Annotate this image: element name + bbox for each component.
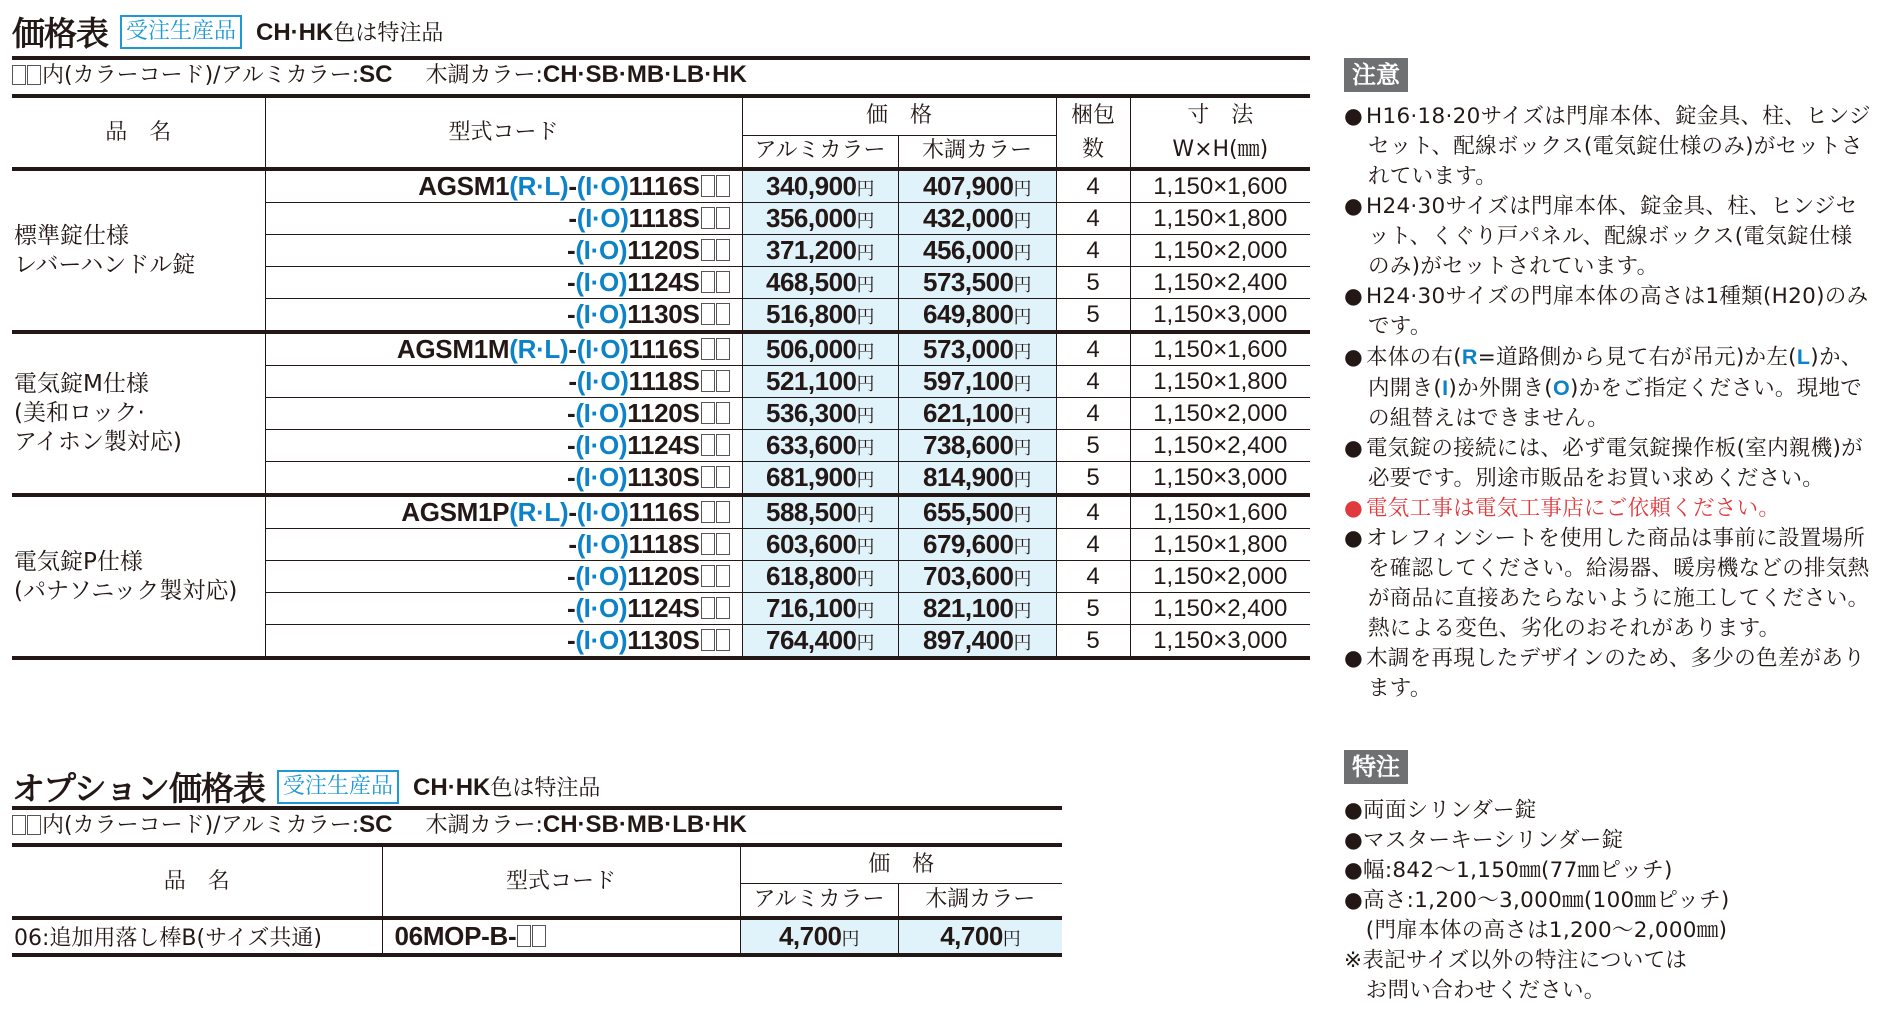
wood-price: 821,100円: [898, 593, 1056, 625]
yen-unit: 円: [856, 307, 874, 328]
yen-unit: 円: [856, 275, 874, 296]
alu-price: 521,100円: [742, 366, 898, 398]
wood-price: 407,900円: [898, 169, 1056, 203]
bullet-icon: ●: [1344, 436, 1364, 461]
header-product-name: 品 名: [12, 847, 382, 918]
model-code: -(I·O)1120S: [265, 561, 742, 593]
swing-direction-code: (I·O): [576, 171, 629, 201]
yen-unit: 円: [856, 243, 874, 264]
color-code-box-icon: [701, 338, 715, 360]
model-code: -(I·O)1124S: [265, 593, 742, 625]
dimensions: 1,150×1,800: [1130, 203, 1310, 235]
yen-unit: 円: [856, 179, 874, 200]
alu-price: 506,000円: [742, 332, 898, 366]
dimensions: 1,150×2,000: [1130, 398, 1310, 430]
yen-unit: 円: [856, 537, 874, 558]
model-code: AGSM1M(R·L)-(I·O)1116S: [265, 332, 742, 366]
alu-price: 633,600円: [742, 430, 898, 462]
alu-price: 356,000円: [742, 203, 898, 235]
pack-count: 4: [1056, 332, 1130, 366]
wood-price: 679,600円: [898, 529, 1056, 561]
special-order-item: ●マスターキーシリンダー錠: [1344, 828, 1624, 853]
yen-unit: 円: [856, 601, 874, 622]
made-to-order-badge: 受注生産品: [277, 770, 399, 804]
hinge-side-code: (R·L): [509, 171, 569, 201]
header-price: 価 格: [742, 98, 1056, 135]
bullet-icon: ●: [1344, 284, 1364, 309]
wood-price: 738,600円: [898, 430, 1056, 462]
special-order-tag: 特注: [1344, 750, 1408, 784]
yen-unit: 円: [1013, 406, 1031, 427]
yen-unit: 円: [1013, 470, 1031, 491]
header-alu-color: アルミカラー: [740, 883, 898, 918]
yen-unit: 円: [856, 211, 874, 232]
pack-count: 5: [1056, 462, 1130, 496]
option-price-table: [12, 847, 1062, 957]
yen-unit: 円: [1013, 505, 1031, 526]
swing-direction-code: (I·O): [576, 334, 629, 364]
color-code-box-icon: [701, 466, 715, 488]
color-code-box-icon: [701, 402, 715, 424]
color-code-box-icon: [716, 533, 730, 555]
model-code: -(I·O)1124S: [265, 430, 742, 462]
color-code-box-icon: [12, 815, 26, 835]
wood-price: 655,500円: [898, 495, 1056, 529]
alu-price: 371,200円: [742, 235, 898, 267]
wood-price: 703,600円: [898, 561, 1056, 593]
special-order-item: ●幅:842〜1,150㎜(77㎜ピッチ): [1344, 858, 1673, 883]
caution-item: ● H24·30サイズの門扉本体の高さは1種類(H20)のみです。: [1344, 284, 1869, 339]
wood-price: 432,000円: [898, 203, 1056, 235]
dimensions: 1,150×1,600: [1130, 495, 1310, 529]
model-code: -(I·O)1120S: [265, 398, 742, 430]
wood-price: 621,100円: [898, 398, 1056, 430]
yen-unit: 円: [1013, 569, 1031, 590]
alu-price: 588,500円: [742, 495, 898, 529]
model-code: -(I·O)1130S: [265, 625, 742, 659]
special-order-item: (門扉本体の高さは1,200〜2,000㎜): [1344, 918, 1728, 943]
special-order-item: お問い合わせください。: [1344, 978, 1606, 1003]
table-row: [12, 332, 1310, 366]
header-price: 価 格: [740, 847, 1062, 883]
highlight-code: L: [1796, 345, 1811, 369]
alu-price: 4,700円: [740, 918, 898, 955]
wood-price: 897,400円: [898, 625, 1056, 659]
highlight-code: R: [1461, 345, 1478, 369]
dimensions: 1,150×2,400: [1130, 267, 1310, 299]
model-code: -(I·O)1120S: [265, 235, 742, 267]
caution-item: ● 本体の右(R=道路側から見て右が吊元)か左(L)か、内開き(I)か外開き(O)かをご指定ください。現地での組替えはできません。: [1344, 345, 1863, 431]
yen-unit: 円: [856, 342, 874, 363]
alu-price: 603,600円: [742, 529, 898, 561]
wood-price: 573,500円: [898, 267, 1056, 299]
swing-direction-code: (I·O): [575, 593, 628, 623]
alu-price: 618,800円: [742, 561, 898, 593]
swing-direction-code: (I·O): [575, 267, 628, 297]
yen-unit: 円: [856, 374, 874, 395]
alu-price: 681,900円: [742, 462, 898, 496]
color-code-box-icon: [701, 597, 715, 619]
color-code-bar: 内(カラーコード)/アルミカラー:SC 木調カラー:CH·SB·MB·LB·HK: [12, 56, 1310, 98]
swing-direction-code: (I·O): [575, 299, 628, 329]
yen-unit: 円: [856, 633, 874, 654]
dimensions: 1,150×2,400: [1130, 430, 1310, 462]
color-code-box-icon: [27, 815, 41, 835]
product-group-name: 電気錠P仕様 (パナソニック製対応): [12, 495, 265, 658]
special-order-list: [1344, 796, 1874, 1006]
wood-price: 456,000円: [898, 235, 1056, 267]
dimensions: 1,150×2,000: [1130, 561, 1310, 593]
hinge-side-code: (R·L): [509, 497, 569, 527]
color-code-box-icon: [532, 925, 546, 947]
special-order-section: [1344, 750, 1874, 1006]
pack-count: 5: [1056, 430, 1130, 462]
pack-count: 4: [1056, 529, 1130, 561]
alu-price: 716,100円: [742, 593, 898, 625]
color-code-box-icon: [716, 239, 730, 261]
yen-unit: 円: [856, 505, 874, 526]
model-code: -(I·O)1118S: [265, 366, 742, 398]
header-alu-color: アルミカラー: [742, 135, 898, 169]
alu-price: 516,800円: [742, 299, 898, 333]
yen-unit: 円: [1013, 342, 1031, 363]
price-table: [12, 98, 1310, 660]
model-code: AGSM1P(R·L)-(I·O)1116S: [265, 495, 742, 529]
alu-price: 536,300円: [742, 398, 898, 430]
option-table-title-row: [12, 763, 600, 810]
color-code-box-icon: [701, 175, 715, 197]
yen-unit: 円: [856, 470, 874, 491]
wood-price: 597,100円: [898, 366, 1056, 398]
yen-unit: 円: [856, 438, 874, 459]
color-code-box-icon: [716, 370, 730, 392]
color-code-box-icon: [701, 533, 715, 555]
caution-tag: 注意: [1344, 58, 1408, 92]
pack-count: 5: [1056, 593, 1130, 625]
header-pack-count: 梱包 数: [1056, 98, 1130, 169]
special-order-item: ●両面シリンダー錠: [1344, 798, 1537, 823]
color-code-box-icon: [12, 65, 26, 85]
yen-unit: 円: [856, 406, 874, 427]
caution-item: ● オレフィンシートを使用した商品は事前に設置場所を確認してください。給湯器、暖房機などの排気熱が商品に直接あたらないように施工してください。熱による変色、劣化のおそれがあります。: [1344, 526, 1870, 641]
caution-item: ● H24·30サイズは門扉本体、錠金具、柱、ヒンジセット、くぐり戸パネル、配線ボックス(電気錠仕様のみ)がセットされています。: [1344, 194, 1858, 279]
yen-unit: 円: [856, 569, 874, 590]
yen-unit: 円: [1013, 243, 1031, 264]
swing-direction-code: (I·O): [575, 235, 628, 265]
caution-section: [1344, 58, 1874, 704]
table-row: [12, 169, 1310, 203]
model-code: -(I·O)1118S: [265, 529, 742, 561]
caution-item: ● H16·18·20サイズは門扉本体、錠金具、柱、ヒンジセット、配線ボックス(電気錠仕様のみ)がセットされています。: [1344, 104, 1871, 189]
swing-direction-code: (I·O): [576, 497, 629, 527]
yen-unit: 円: [1013, 374, 1031, 395]
swing-direction-code: (I·O): [576, 203, 629, 233]
model-code: -(I·O)1130S: [265, 299, 742, 333]
yen-unit: 円: [1013, 537, 1031, 558]
header-model-code: 型式コード: [265, 98, 742, 169]
dimensions: 1,150×2,400: [1130, 593, 1310, 625]
swing-direction-code: (I·O): [575, 625, 628, 655]
swing-direction-code: (I·O): [575, 462, 628, 492]
dimensions: 1,150×1,800: [1130, 366, 1310, 398]
swing-direction-code: (I·O): [575, 561, 628, 591]
model-code: -(I·O)1130S: [265, 462, 742, 496]
dimensions: 1,150×3,000: [1130, 625, 1310, 659]
color-code-box-icon: [701, 207, 715, 229]
highlight-code: I: [1442, 376, 1449, 400]
swing-direction-code: (I·O): [575, 398, 628, 428]
color-code-box-icon: [27, 65, 41, 85]
alu-price: 764,400円: [742, 625, 898, 659]
pack-count: 4: [1056, 366, 1130, 398]
bullet-icon: ●: [1344, 526, 1364, 551]
header-wood-color: 木調カラー: [898, 883, 1062, 918]
caution-list: [1344, 102, 1874, 704]
bullet-icon: ●: [1344, 345, 1364, 370]
option-color-code-bar: 内(カラーコード)/アルミカラー:SC 木調カラー:CH·SB·MB·LB·HK: [12, 806, 1062, 847]
model-code: -(I·O)1118S: [265, 203, 742, 235]
price-table-title-row: [12, 8, 443, 55]
product-group-name: 電気錠M仕様 (美和ロック· アイホン製対応): [12, 332, 265, 495]
table-row: [12, 495, 1310, 529]
made-to-order-badge: 受注生産品: [120, 15, 242, 49]
yen-unit: 円: [1013, 179, 1031, 200]
wood-price: 573,000円: [898, 332, 1056, 366]
yen-unit: 円: [1013, 211, 1031, 232]
color-code-box-icon: [716, 402, 730, 424]
color-code-box-icon: [701, 370, 715, 392]
caution-item: ● 電気錠の接続には、必ず電気錠操作板(室内親機)が必要です。別途市販品をお買い求めください。: [1344, 436, 1863, 491]
dimensions: 1,150×1,600: [1130, 332, 1310, 366]
pack-count: 4: [1056, 398, 1130, 430]
bullet-icon: ●: [1344, 496, 1364, 521]
dimensions: 1,150×1,800: [1130, 529, 1310, 561]
alu-price: 340,900円: [742, 169, 898, 203]
bullet-icon: ●: [1344, 194, 1364, 219]
color-code-box-icon: [716, 434, 730, 456]
dimensions: 1,150×1,600: [1130, 169, 1310, 203]
special-order-item: ※表記サイズ以外の特注については: [1344, 948, 1688, 973]
bullet-icon: ●: [1344, 104, 1364, 129]
color-code-box-icon: [716, 565, 730, 587]
color-code-box-icon: [716, 338, 730, 360]
yen-unit: 円: [1013, 307, 1031, 328]
bullet-icon: ●: [1344, 646, 1364, 671]
dimensions: 1,150×3,000: [1130, 462, 1310, 496]
caution-item: ● 木調を再現したデザインのため、多少の色差があります。: [1344, 646, 1866, 701]
pack-count: 4: [1056, 235, 1130, 267]
option-table-title: オプション価格表: [12, 769, 266, 808]
color-code-box-icon: [716, 271, 730, 293]
special-order-note: CH·HK色は特注品: [256, 19, 444, 46]
model-code: 06MOP-B-: [382, 918, 740, 955]
color-code-box-icon: [716, 303, 730, 325]
model-code: -(I·O)1124S: [265, 267, 742, 299]
swing-direction-code: (I·O): [576, 529, 629, 559]
yen-unit: 円: [1013, 275, 1031, 296]
pack-count: 4: [1056, 203, 1130, 235]
alu-price: 468,500円: [742, 267, 898, 299]
color-code-box-icon: [701, 501, 715, 523]
pack-count: 5: [1056, 299, 1130, 333]
pack-count: 4: [1056, 561, 1130, 593]
color-code-box-icon: [716, 501, 730, 523]
price-table-title: 価格表: [12, 14, 108, 53]
yen-unit: 円: [1013, 438, 1031, 459]
color-code-box-icon: [701, 434, 715, 456]
special-order-item: ●高さ:1,200〜3,000㎜(100㎜ピッチ): [1344, 888, 1730, 913]
highlight-code: O: [1552, 376, 1570, 400]
yen-unit: 円: [1013, 601, 1031, 622]
table-row: [12, 918, 1062, 955]
header-product-name: 品 名: [12, 98, 265, 169]
product-group-name: 標準錠仕様 レバーハンドル錠: [12, 169, 265, 332]
header-dimensions: 寸 法 W×H(㎜): [1130, 98, 1310, 169]
swing-direction-code: (I·O): [575, 430, 628, 460]
color-code-box-icon: [716, 597, 730, 619]
color-code-box-icon: [716, 466, 730, 488]
color-code-box-icon: [701, 565, 715, 587]
yen-unit: 円: [841, 929, 860, 950]
header-model-code: 型式コード: [382, 847, 740, 918]
caution-item: ● 電気工事は電気工事店にご依頼ください。: [1344, 494, 1874, 524]
pack-count: 4: [1056, 169, 1130, 203]
color-code-box-icon: [716, 207, 730, 229]
option-name: 06:追加用落し棒B(サイズ共通): [12, 918, 382, 955]
header-wood-color: 木調カラー: [898, 135, 1056, 169]
model-code: AGSM1(R·L)-(I·O)1116S: [265, 169, 742, 203]
color-code-box-icon: [716, 175, 730, 197]
color-code-box-icon: [701, 239, 715, 261]
swing-direction-code: (I·O): [576, 366, 629, 396]
yen-unit: 円: [1013, 633, 1031, 654]
special-order-note: CH·HK色は特注品: [413, 774, 601, 801]
pack-count: 5: [1056, 267, 1130, 299]
yen-unit: 円: [1002, 929, 1021, 950]
color-code-box-icon: [701, 629, 715, 651]
wood-price: 814,900円: [898, 462, 1056, 496]
color-code-box-icon: [716, 629, 730, 651]
dimensions: 1,150×3,000: [1130, 299, 1310, 333]
wood-price: 4,700円: [898, 918, 1062, 955]
hinge-side-code: (R·L): [509, 334, 569, 364]
pack-count: 5: [1056, 625, 1130, 659]
color-code-box-icon: [701, 303, 715, 325]
dimensions: 1,150×2,000: [1130, 235, 1310, 267]
color-code-box-icon: [701, 271, 715, 293]
pack-count: 4: [1056, 495, 1130, 529]
wood-price: 649,800円: [898, 299, 1056, 333]
color-code-box-icon: [517, 925, 531, 947]
